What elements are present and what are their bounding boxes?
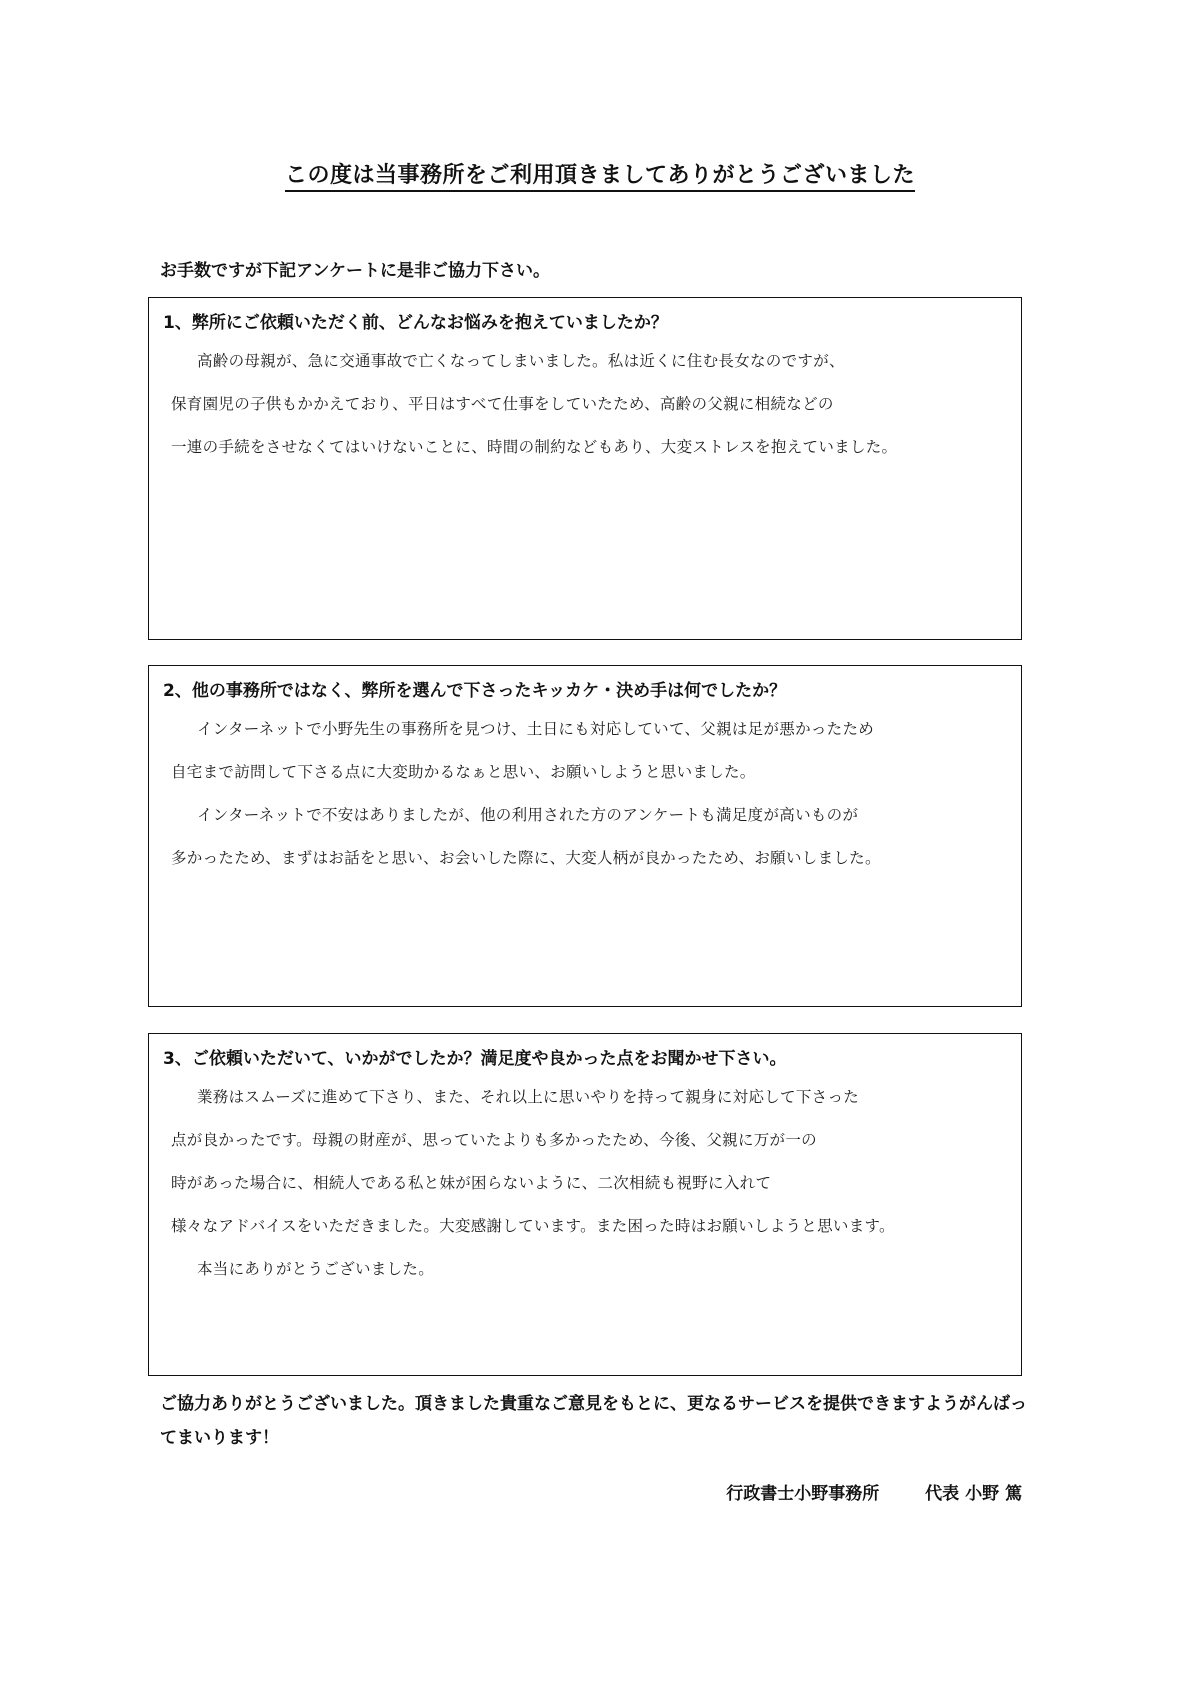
answer-2 [171,708,1001,880]
representative-name: 代表 小野 篤 [925,1484,1022,1504]
answer-3 [171,1076,1001,1291]
answer-line: 高齢の母親が、急に交通事故で亡くなってしまいました。私は近くに住む長女なのですが、 [197,352,845,370]
question-title-3: 3、ご依頼いただいて、いかがでしたか？満足度や良かった点をお聞かせ下さい。 [163,1049,787,1069]
question-title-1: 1、弊所にご依頼いただく前、どんなお悩みを抱えていましたか？ [163,313,668,333]
question-title-2: 2、他の事務所ではなく、弊所を選んで下さったキッカケ・決め手は何でしたか？ [163,681,787,701]
answer-line: 保育園児の子供もかかえており、平日はすべて仕事をしていたため、高齢の父親に相続などの [171,395,834,413]
page-title-text: この度は当事務所をご利用頂きましてありがとうございました [285,163,915,192]
answer-line: 業務はスムーズに進めて下さり、また、それ以上に思いやりを持って親身に対応して下さった [197,1088,860,1106]
answer-line: 自宅まで訪問して下さる点に大変助かるなぁと思い、お願いしようと思いました。 [171,763,756,781]
signature [726,1479,1022,1504]
answer-line: 時があった場合に、相続人である私と妹が困らないように、二次相続も視野に入れて [171,1174,772,1192]
answer-line: 本当にありがとうございました。 [197,1260,435,1278]
question-box-3 [148,1033,1022,1376]
question-box-2 [148,665,1022,1007]
closing-message: ご協力ありがとうございました。頂きました貴重なご意見をもとに、更なるサービスを提供できますようがんばってまいります！ [160,1394,1027,1448]
answer-1 [171,340,1001,469]
answer-line: 点が良かったです。母親の財産が、思っていたよりも多かったため、今後、父親に万が一の [171,1131,817,1149]
intro-text: お手数ですが下記アンケートに是非ご協力下さい。 [160,261,550,281]
answer-line: 様々なアドバイスをいただきました。大変感謝しています。また困った時はお願いしようと思います。 [171,1217,895,1235]
answer-line: インターネットで不安はありましたが、他の利用された方のアンケートも満足度が高いものが [197,806,859,824]
question-box-1 [148,297,1022,640]
answer-line: インターネットで小野先生の事務所を見つけ、土日にも対応していて、父親は足が悪かったため [197,720,875,738]
office-name: 行政書士小野事務所 [726,1484,880,1504]
page-title [0,158,1200,189]
answer-line: 多かったため、まずはお話をと思い、お会いした際に、大変人柄が良かったため、お願いしました。 [171,849,881,867]
answer-line: 一連の手続をさせなくてはいけないことに、時間の制約などもあり、大変ストレスを抱えていました。 [171,438,898,456]
